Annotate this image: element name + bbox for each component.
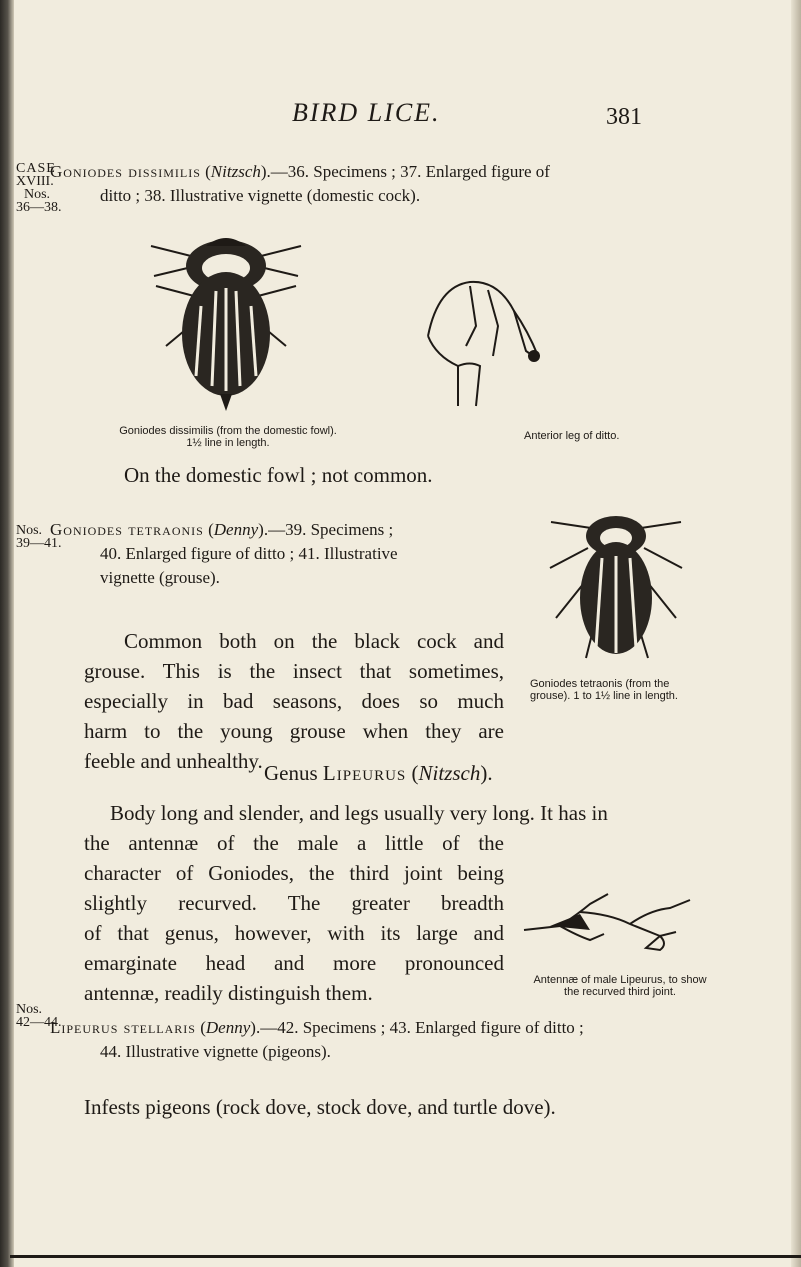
entry-text: ditto ; 38. Illustrative vignette (domestic cock). <box>100 186 421 205</box>
text-line: the antennæ of the male a little of the <box>84 831 504 855</box>
habitat-text: Infests pigeons (rock dove, stock dove, and turtle dove). <box>84 1095 556 1119</box>
species-authority: Denny <box>213 520 259 539</box>
page-binding-shadow <box>0 0 14 1267</box>
entry-text: .—36. Specimens ; 37. Enlarged figure of <box>266 162 550 181</box>
page-bottom-rule <box>10 1255 801 1258</box>
caption-line: Antennæ of male Lipeurus, to show <box>533 974 707 986</box>
text-line: emarginate head and more pronounced <box>84 951 504 975</box>
leg-illustration <box>418 266 548 416</box>
paragraph-grouse <box>84 626 504 776</box>
margin-nos-range: 39—41. <box>16 536 62 551</box>
species-name: Goniodes dissimilis <box>50 162 201 181</box>
entry-text: 44. Illustrative vignette (pigeons). <box>100 1042 331 1061</box>
page-number: 381 <box>606 104 642 130</box>
text-line: especially in bad seasons, does so much <box>84 689 504 713</box>
species-authority: Denny <box>205 1018 251 1037</box>
text-line: Body long and slender, and legs usually very long. It has in <box>110 801 608 825</box>
caption-line: grouse). 1 to 1½ line in length. <box>530 690 678 702</box>
margin-case-number: XVIII. <box>16 174 54 189</box>
figure-goniodes-dissimilis <box>146 226 306 416</box>
figure-anterior-leg <box>418 266 548 416</box>
text-line: antennæ, readily distinguish them. <box>84 981 373 1005</box>
species-name: Goniodes tetraonis <box>50 520 204 539</box>
figure-4-caption <box>470 974 770 998</box>
text-line: slightly recurved. The greater breadth <box>84 891 504 915</box>
margin-case-label: CASE <box>16 161 56 176</box>
margin-nos-label: Nos. <box>24 187 51 202</box>
caption-line: Goniodes tetraonis (from the <box>530 678 670 690</box>
margin-nos-range: 36—38. <box>16 200 62 215</box>
figure-lipeurus-antennae <box>520 884 720 954</box>
entry-text: 40. Enlarged figure of ditto ; 41. Illustrative <box>100 544 398 563</box>
species-name: Lipeurus stellaris <box>50 1018 196 1037</box>
margin-nos-range: 42—44. <box>16 1015 62 1030</box>
species-authority: Nitzsch <box>210 162 261 181</box>
text-line: character of Goniodes, the third joint being <box>84 861 504 885</box>
entry-text: .—39. Specimens ; <box>263 520 394 539</box>
genus-name: Lipeurus <box>322 761 407 785</box>
page-edge <box>791 0 801 1267</box>
text-line: of that genus, however, with its large and <box>84 921 504 945</box>
text-line: Common both on the black cock and <box>124 629 504 653</box>
running-head: BIRD LICE. <box>292 98 441 127</box>
louse-illustration <box>536 508 696 668</box>
entry-lipeurus-stellaris: Lipeurus stellaris (Denny).—42. Specimens ; 43. Enlarged figure of ditto ; 44. Illustrative vignette (pigeons). <box>50 1016 780 1064</box>
genus-authority: Nitzsch <box>418 761 481 785</box>
text-line: harm to the young grouse when they are <box>84 719 504 743</box>
caption-line: 1½ line in length. <box>186 437 270 449</box>
caption-line: Goniodes dissimilis (from the domestic fowl). <box>119 425 337 437</box>
caption-line: the recurved third joint. <box>564 986 676 998</box>
habitat-text: On the domestic fowl ; not common. <box>124 463 433 487</box>
figure-2-caption: Anterior leg of ditto. <box>524 430 620 442</box>
figure-goniodes-tetraonis <box>536 508 696 668</box>
entry-goniodes-dissimilis: Goniodes dissimilis (Nitzsch).—36. Specimens ; 37. Enlarged figure of ditto ; 38. Illustrative vignette (domestic cock). <box>50 160 780 208</box>
margin-nos-label: Nos. <box>16 1002 43 1017</box>
figure-1-caption <box>108 425 348 449</box>
genus-heading: Genus Lipeurus (Nitzsch). <box>264 761 493 785</box>
entry-text: vignette (grouse). <box>100 568 220 587</box>
figure-3-caption <box>530 678 730 702</box>
text-line: grouse. This is the insect that sometimes, <box>84 659 504 683</box>
entry-text: .—42. Specimens ; 43. Enlarged figure of ditto ; <box>255 1018 584 1037</box>
text-line: feeble and unhealthy. <box>84 749 263 773</box>
margin-nos-label: Nos. <box>16 523 43 538</box>
antennae-illustration <box>520 884 720 954</box>
genus-prefix: Genus <box>264 761 323 785</box>
entry-goniodes-tetraonis: Goniodes tetraonis (Denny).—39. Specimens ; 40. Enlarged figure of ditto ; 41. Illustrative vignette (grouse). <box>50 518 490 590</box>
louse-illustration <box>146 226 306 416</box>
